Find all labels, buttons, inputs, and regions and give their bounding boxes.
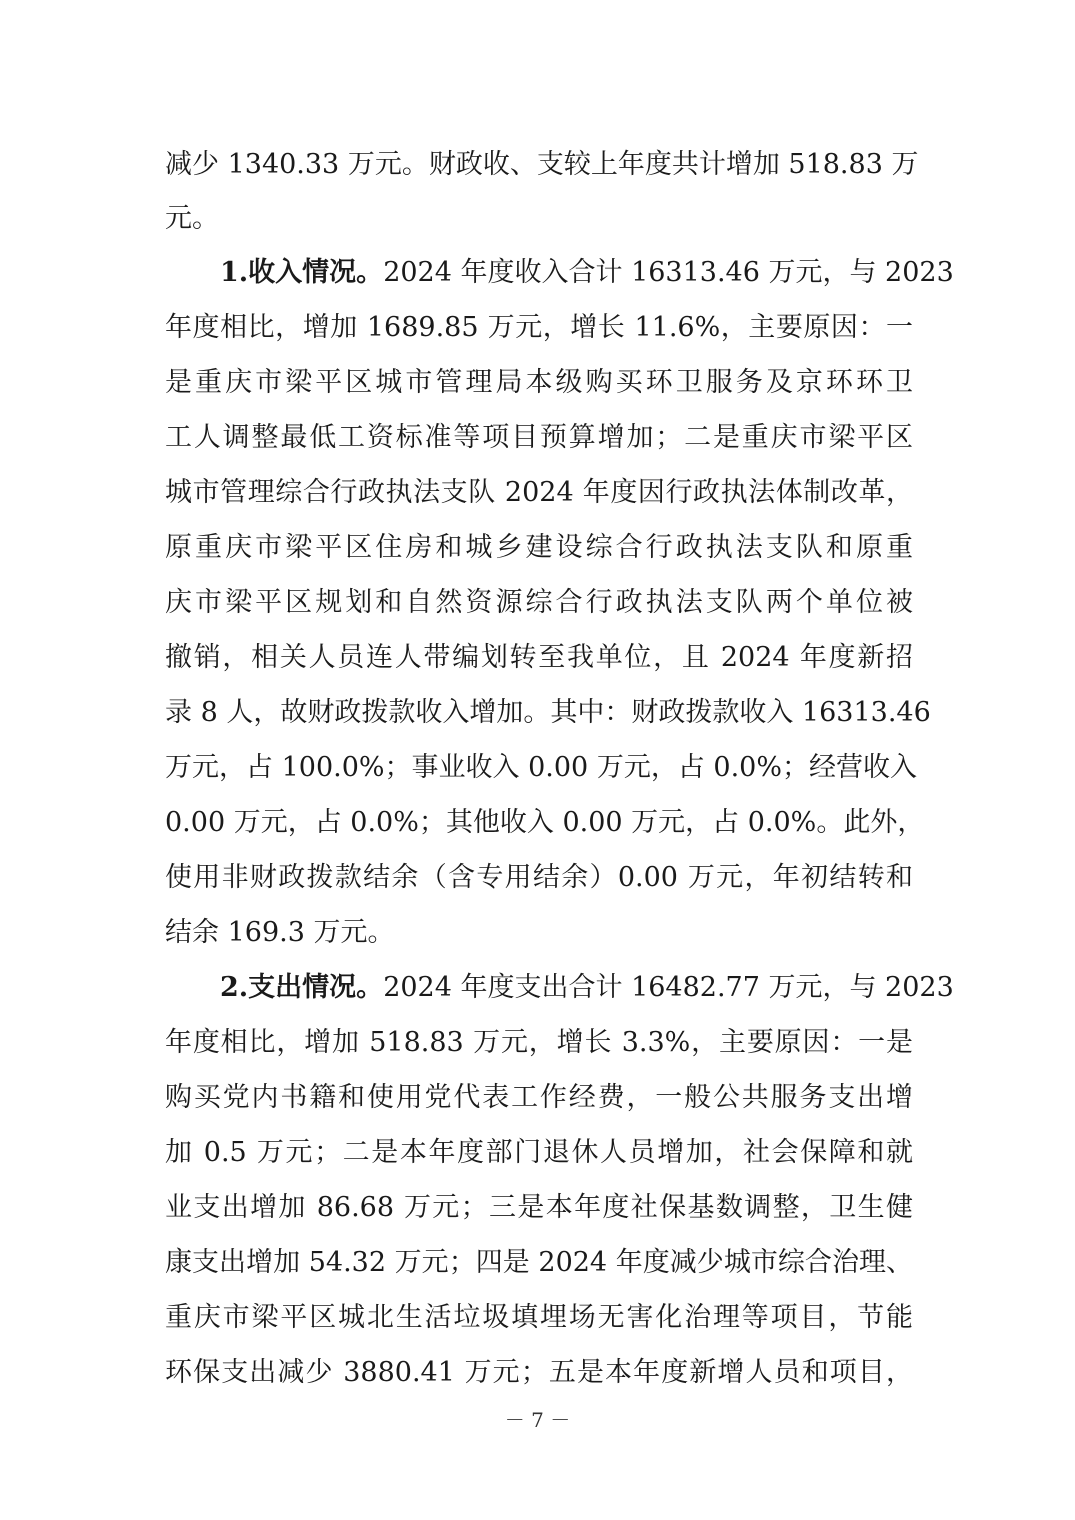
paragraph-line: 撤销，相关人员连人带编划转至我单位，且 2024 年度新招 bbox=[165, 642, 913, 673]
paragraph-line: 工人调整最低工资标准等项目预算增加；二是重庆市梁平区 bbox=[165, 422, 913, 453]
paragraph-line: 年度相比，增加 518.83 万元，增长 3.3%，主要原因：一是 bbox=[165, 1027, 913, 1058]
section-heading-line: 2.支出情况。2024 年度支出合计 16482.77 万元，与 2023 bbox=[220, 972, 954, 1003]
paragraph-line: 环保支出减少 3880.41 万元；五是本年度新增人员和项目， bbox=[165, 1357, 913, 1388]
paragraph-line: 是重庆市梁平区城市管理局本级购买环卫服务及京环环卫 bbox=[165, 367, 913, 398]
paragraph-line: 录 8 人，故财政拨款收入增加。其中：财政拨款收入 16313.46 bbox=[165, 697, 931, 728]
paragraph-line: 使用非财政拨款结余（含专用结余）0.00 万元，年初结转和 bbox=[165, 862, 913, 893]
paragraph-line: 购买党内书籍和使用党代表工作经费，一般公共服务支出增 bbox=[165, 1082, 913, 1113]
paragraph-line: 加 0.5 万元；二是本年度部门退休人员增加，社会保障和就 bbox=[165, 1137, 913, 1168]
paragraph-line: 城市管理综合行政执法支队 2024 年度因行政执法体制改革， bbox=[165, 477, 913, 508]
paragraph-line: 年度相比，增加 1689.85 万元，增长 11.6%，主要原因：一 bbox=[165, 312, 913, 343]
paragraph-line: 原重庆市梁平区住房和城乡建设综合行政执法支队和原重 bbox=[165, 532, 913, 563]
paragraph-line: 业支出增加 86.68 万元；三是本年度社保基数调整，卫生健 bbox=[165, 1192, 913, 1223]
paragraph-line: 元。 bbox=[165, 203, 219, 234]
paragraph-line: 庆市梁平区规划和自然资源综合行政执法支队两个单位被 bbox=[165, 587, 913, 618]
paragraph-line: 0.00 万元，占 0.0%；其他收入 0.00 万元，占 0.0%。此外， bbox=[165, 807, 925, 838]
paragraph-line: 结余 169.3 万元。 bbox=[165, 917, 395, 948]
paragraph-line: 万元，占 100.0%；事业收入 0.00 万元，占 0.0%；经营收入 bbox=[165, 752, 917, 783]
paragraph-line: 康支出增加 54.32 万元；四是 2024 年度减少城市综合治理、 bbox=[165, 1247, 913, 1278]
section-heading-line: 1.收入情况。2024 年度收入合计 16313.46 万元，与 2023 bbox=[220, 257, 954, 288]
paragraph-line: 重庆市梁平区城北生活垃圾填埋场无害化治理等项目，节能 bbox=[165, 1302, 913, 1333]
page-number: － 7 － bbox=[504, 1408, 571, 1432]
paragraph-line: 减少 1340.33 万元。财政收、支较上年度共计增加 518.83 万 bbox=[165, 149, 919, 180]
income-section-heading: 1.收入情况。 bbox=[220, 257, 384, 288]
expenditure-section-heading: 2.支出情况。 bbox=[220, 972, 384, 1003]
